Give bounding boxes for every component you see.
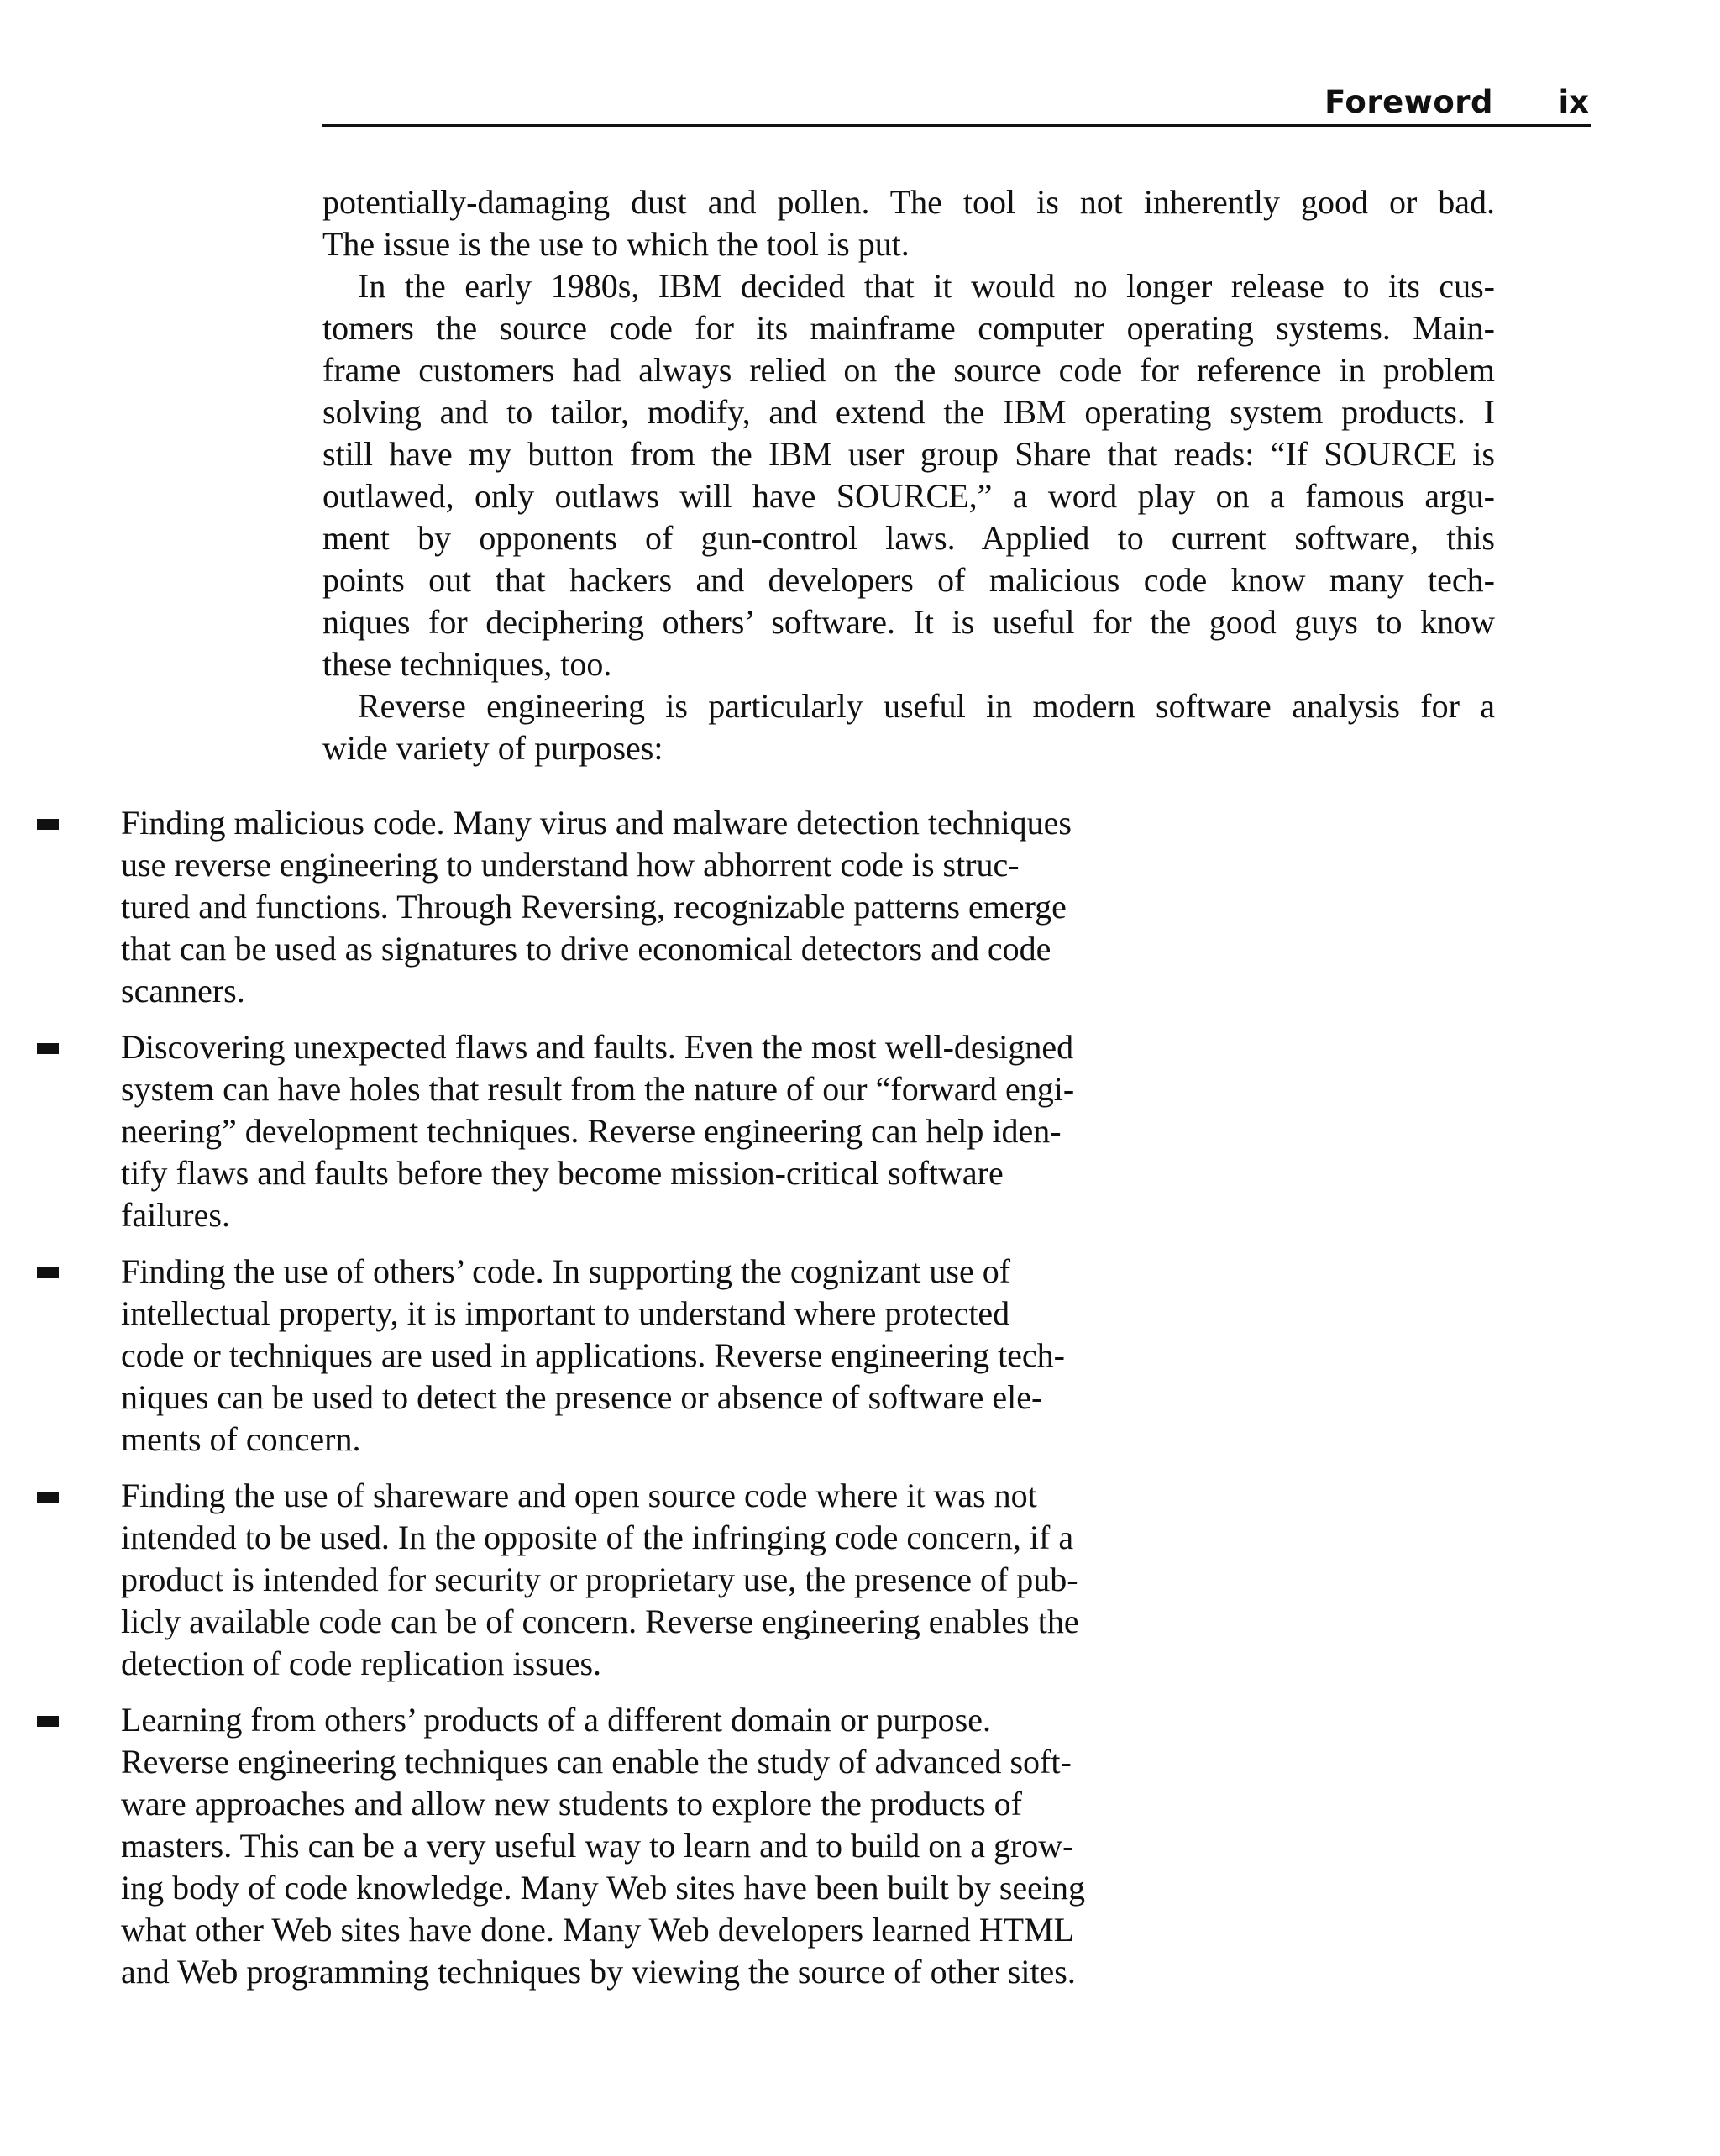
list-item-line: code or techniques are used in applications. Reverse engineering tech- (121, 1336, 1066, 1374)
para2-line: frame customers had always relied on the source code for reference in problem (322, 351, 1495, 389)
list-item-line: ware approaches and allow new students to explore the products of (121, 1785, 1022, 1823)
para2-line: solving and to tailor, modify, and extend the IBM operating system products. I (322, 393, 1495, 431)
list-item-line: Finding the use of shareware and open source code where it was not (121, 1477, 1037, 1514)
list-item-line: niques can be used to detect the presence or absence of software ele- (121, 1378, 1043, 1416)
running-header (322, 81, 1591, 127)
para1-line: potentially-damaging dust and pollen. The tool is not inherently good or bad. (322, 183, 1495, 221)
list-item-line: failures. (121, 1196, 230, 1234)
bullet-square-icon (37, 1716, 59, 1727)
list-item-line: Discovering unexpected flaws and faults. Even the most well-designed (121, 1028, 1074, 1066)
bullet-square-icon (37, 1043, 59, 1054)
para2-line: ment by opponents of gun-control laws. Applied to current software, this (322, 519, 1495, 557)
list-item-line: tured and functions. Through Reversing, recognizable patterns emerge (121, 888, 1067, 926)
para1-line: The issue is the use to which the tool is put. (322, 225, 910, 263)
para2-line: niques for deciphering others’ software. It is useful for the good guys to know (322, 603, 1495, 641)
list-item-line: tify flaws and faults before they become mission-critical software (121, 1154, 1004, 1192)
list-item-line: that can be used as signatures to drive economical detectors and code (121, 930, 1051, 968)
header-section-title: Foreword (1324, 84, 1493, 120)
list-item-line: Reverse engineering techniques can enable the study of advanced soft- (121, 1743, 1072, 1781)
list-item-line: and Web programming techniques by viewing the source of other sites. (121, 1953, 1076, 1991)
list-item-line: licly available code can be of concern. Reverse engineering enables the (121, 1603, 1079, 1640)
bullet-square-icon (37, 819, 59, 830)
para2-line: still have my button from the IBM user group Share that reads: “If SOURCE is (322, 435, 1495, 473)
list-item-line: use reverse engineering to understand how abhorrent code is struc- (121, 846, 1020, 884)
body-text (322, 181, 1495, 769)
bullet-square-icon (37, 1492, 59, 1503)
list-item-line: ments of concern. (121, 1420, 361, 1458)
list-item-line: intellectual property, it is important to understand where protected (121, 1294, 1010, 1332)
para3-line: wide variety of purposes: (322, 729, 663, 767)
page-number: ix (1558, 84, 1589, 120)
list-item-line: Finding the use of others’ code. In supporting the cognizant use of (121, 1252, 1011, 1290)
list-item-line: ing body of code knowledge. Many Web sites have been built by seeing (121, 1869, 1086, 1907)
list-item-line: intended to be used. In the opposite of the infringing code concern, if a (121, 1519, 1074, 1556)
list-item-line: scanners. (121, 972, 245, 1010)
para2-line: In the early 1980s, IBM decided that it would no longer release to its cus- (358, 267, 1495, 305)
list-item-line: Finding malicious code. Many virus and malware detection techniques (121, 804, 1072, 842)
list-item-line: neering” development techniques. Reverse engineering can help iden- (121, 1112, 1062, 1150)
list-item-line: detection of code replication issues. (121, 1645, 602, 1682)
para2-line: points out that hackers and developers of malicious code know many tech- (322, 561, 1495, 599)
list-item-line: system can have holes that result from the nature of our “forward engi- (121, 1070, 1075, 1108)
list-item-line: what other Web sites have done. Many Web developers learned HTML (121, 1911, 1075, 1949)
para3-line: Reverse engineering is particularly useful in modern software analysis for a (358, 687, 1495, 725)
para2-line: outlawed, only outlaws will have SOURCE,” a word play on a famous argu- (322, 477, 1495, 515)
list-item-line: Learning from others’ products of a different domain or purpose. (121, 1701, 991, 1739)
list-item-line: masters. This can be a very useful way to learn and to build on a grow- (121, 1827, 1074, 1865)
list-item-line: product is intended for security or proprietary use, the presence of pub- (121, 1561, 1078, 1598)
para2-line: these techniques, too. (322, 645, 612, 683)
bullet-square-icon (37, 1267, 59, 1278)
para2-line: tomers the source code for its mainframe computer operating systems. Main- (322, 309, 1495, 347)
